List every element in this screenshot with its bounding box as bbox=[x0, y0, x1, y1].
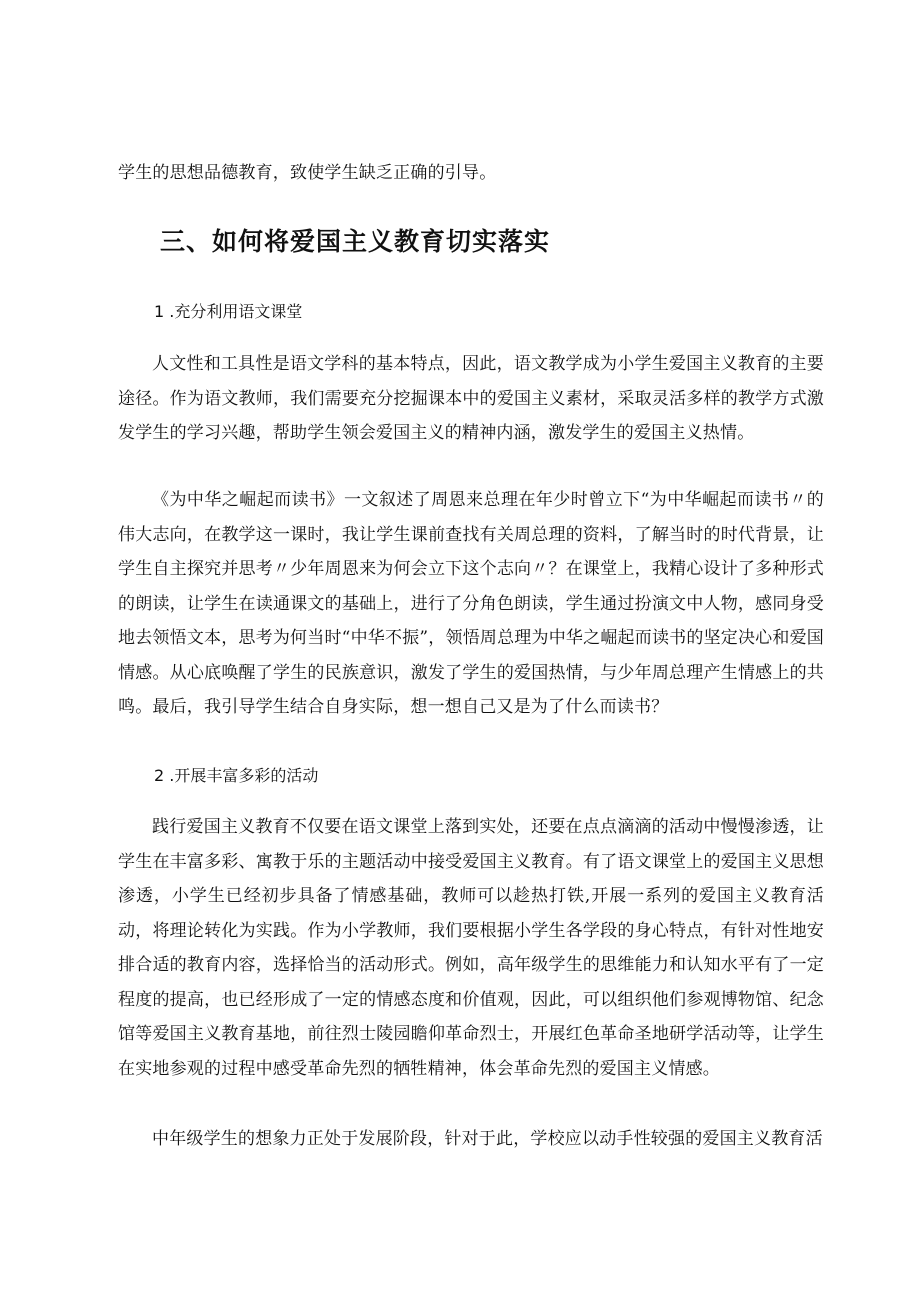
paragraph-4: 中年级学生的想象力正处于发展阶段，针对于此，学校应以动手性较强的爱国主义教育活 bbox=[152, 1129, 823, 1149]
paragraph-2: 《为中华之崛起而读书》一文叙述了周恩来总理在年少时曾立下“为中华崛起而读书〃的伟大志向，在教学这一课时，我让学生课前查找有关周总理的资料，了解当时的时代背景，让学生自主探究并思考〃少年周恩来为何会立下这个志向〃？在课堂上，我精心设计了多种形式的朗读，让学生在读通课文的基础上，进行了分角色朗读，学生通过扮演文中人物，感同身受地去领悟文本，思考为何当时“中华不振”，领悟周总理为中华之崛起而读书的坚定决心和爱国情感。从心底唤醒了学生的民族意识，激发了学生的爱国热情，与少年周总理产生情感上的共鸣。最后，我引导学生结合自身实际，想一想自己又是为了什么而读书？ bbox=[118, 490, 824, 717]
paragraph-1: 人文性和工具性是语文学科的基本特点，因此，语文教学成为小学生爱国主义教育的主要途径。作为语文教师，我们需要充分挖掘课本中的爱国主义素材，采取灵活多样的教学方式激发学生的学习兴趣，帮助学生领会爱国主义的精神内涵，激发学生的爱国主义热情。 bbox=[118, 354, 824, 443]
subheading-1: 1 .充分利用语文课堂 bbox=[154, 302, 303, 321]
subheading-2: 2 .开展丰富多彩的活动 bbox=[154, 766, 319, 785]
intro-paragraph: 学生的思想品德教育，致使学生缺乏正确的引导。 bbox=[118, 163, 497, 183]
section-heading: 三、如何将爱国主义教育切实落实 bbox=[160, 227, 551, 256]
paragraph-3: 践行爱国主义教育不仅要在语文课堂上落到实处，还要在点点滴滴的活动中慢慢渗透，让学生在丰富多彩、寓教于乐的主题活动中接受爱国主义教育。有了语文课堂上的爱国主义思想渗透，小学生已经初步具备了情感基础，教师可以趁热打铁,开展一系列的爱国主义教育活动，将理论转化为实践。作为小学教师，我们要根据小学生各学段的身心特点，有针对性地安排合适的教育内容，选择恰当的活动形式。例如，高年级学生的思维能力和认知水平有了一定程度的提高，也已经形成了一定的情感态度和价值观，因此，可以组织他们参观博物馆、纪念馆等爱国主义教育基地，前往烈士陵园瞻仰革命烈士，开展红色革命圣地研学活动等，让学生在实地参观的过程中感受革命先烈的牺牲精神，体会革命先烈的爱国主义情感。 bbox=[118, 817, 824, 1079]
